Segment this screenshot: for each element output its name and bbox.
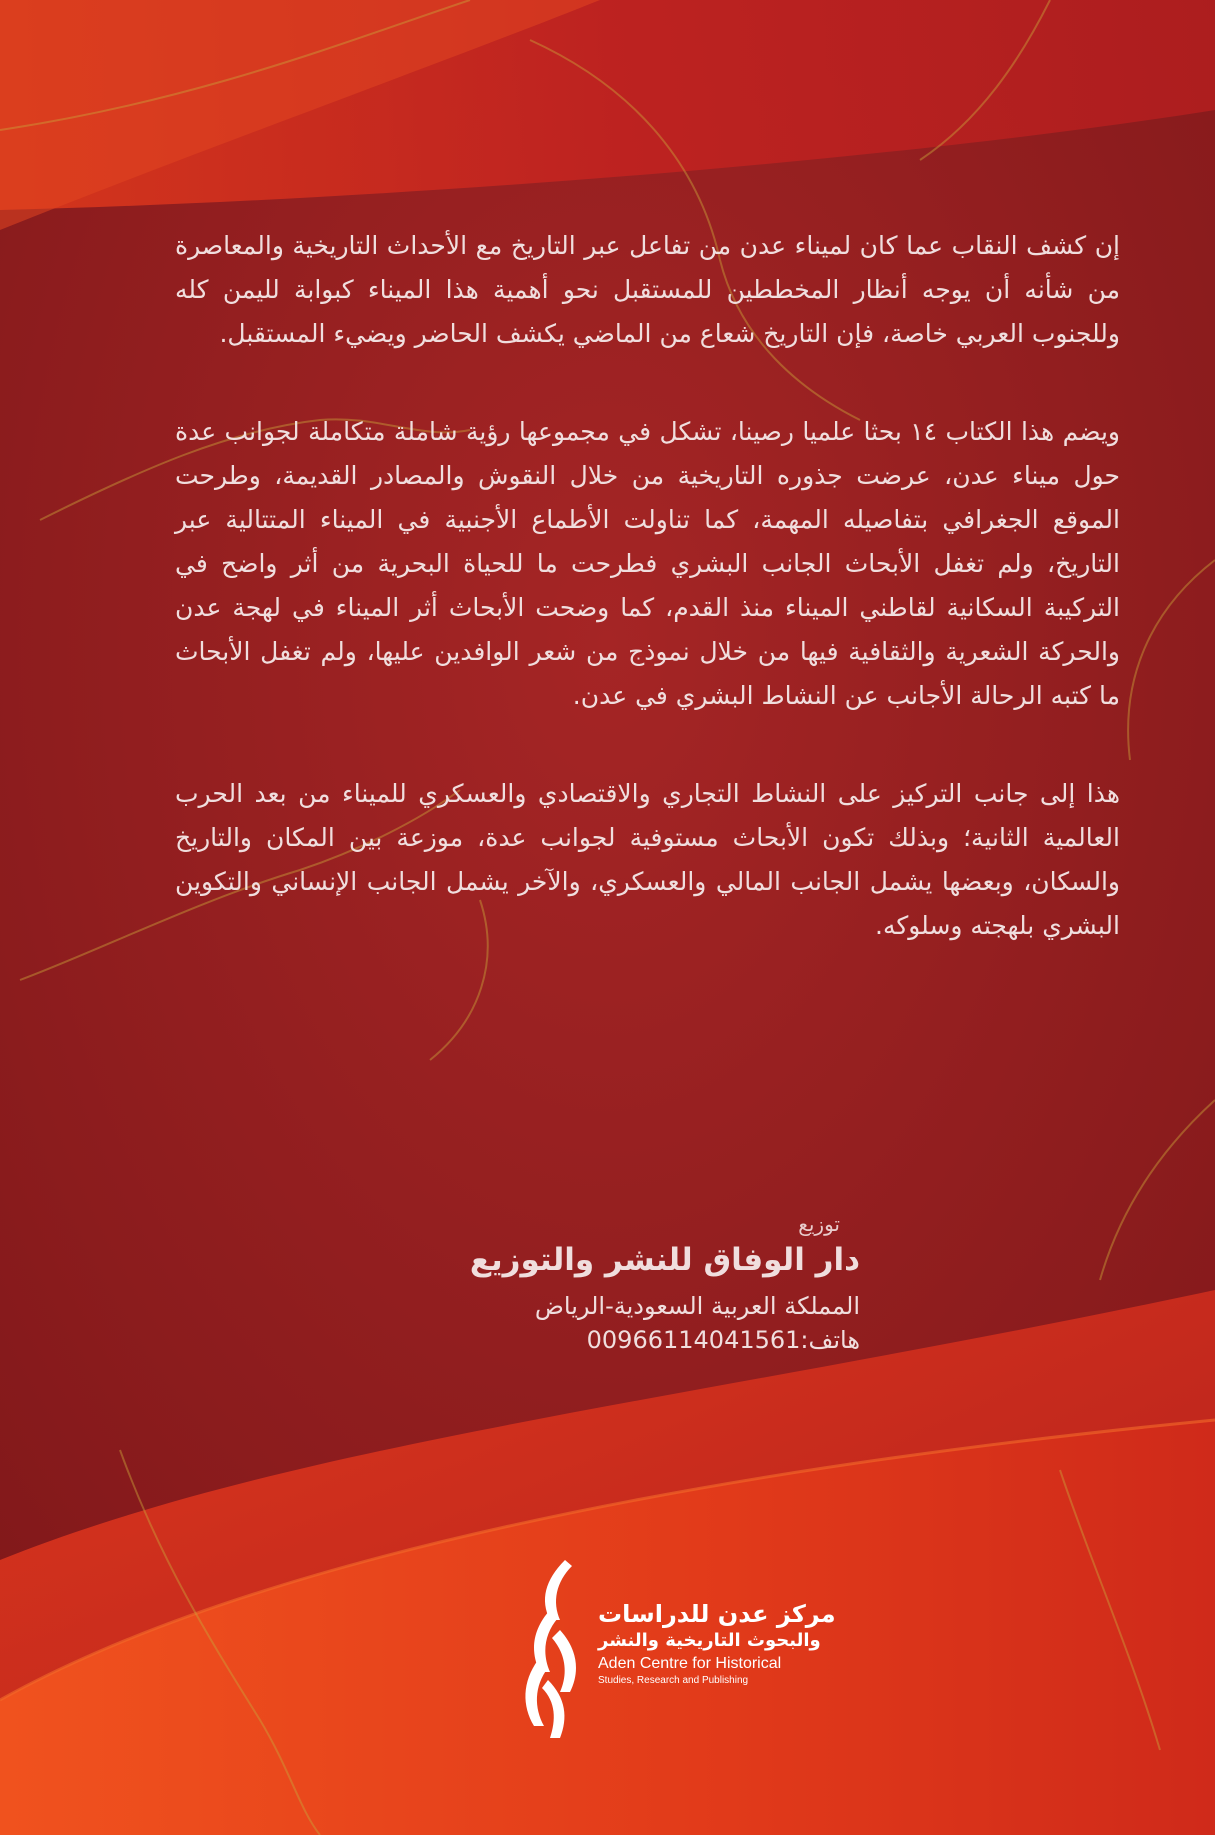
publisher-name — [598, 1600, 838, 1686]
blurb-paragraph-1: إن كشف النقاب عما كان لميناء عدن من تفاعل عبر التاريخ مع الأحداث التاريخية والمعاصرة من شأنه أن يوجه أنظار المخططين للمستقبل نحو أهمية هذا الميناء كبوابة لليمن كله وللجنوب العربي خاصة، فإن التاريخ شعاع من الماضي يكشف الحاضر ويضيء المستقبل. — [175, 231, 1120, 348]
blurb-text — [175, 224, 1120, 1002]
distribution-label: توزيع — [798, 1212, 840, 1236]
publisher-name-en-line1: Aden Centre for Historical — [598, 1655, 782, 1672]
blurb-paragraph-3: هذا إلى جانب التركيز على النشاط التجاري والاقتصادي والعسكري للميناء من بعد الحرب العالمية الثانية؛ وبذلك تكون الأبحاث مستوفية لجوانب عدة، موزعة بين المكان والتاريخ والسكان، وبعضها يشمل الجانب المالي والعسكري، والآخر يشمل الجانب الإنساني والتكوين البشري بلهجته وسلوكه. — [175, 779, 1120, 940]
distributor-location: المملكة العربية السعودية-الرياض — [534, 1292, 860, 1320]
publisher-block — [520, 1560, 840, 1760]
publisher-name-ar-line2: والبحوث التاريخية والنشر — [598, 1630, 821, 1651]
publisher-name-en-line2: Studies, Research and Publishing — [598, 1675, 749, 1686]
blurb-paragraph-2: ويضم هذا الكتاب ١٤ بحثا علميا رصينا، تشكل في مجموعها رؤية شاملة متكاملة لجوانب عدة حول ميناء عدن، عرضت جذوره التاريخية من خلال النقوش والمصادر القديمة، وطرحت الموقع الجغرافي بتفاصيله المهمة، كما تناولت الأطماع الأجنبية في الميناء المتتالية عبر التاريخ، ولم تغفل الأبحاث الجانب البشري فطرحت ما للحياة البحرية من أثر واضح في التركيبة السكانية لقاطني الميناء منذ القدم، كما وضحت الأبحاث أثر الميناء في لهجة عدن والحركة الشعرية والثقافية فيها من خلال نموذج من شعر الوافدين عليها، ولم تغفل الأبحاث ما كتبه الرحالة الأجانب عن النشاط البشري في عدن. — [175, 417, 1120, 710]
aden-centre-logo-icon — [520, 1560, 600, 1740]
publisher-name-ar-line1: مركز عدن للدراسات — [598, 1600, 836, 1628]
distribution-info — [440, 1212, 860, 1354]
distributor-name: دار الوفاق للنشر والتوزيع — [469, 1242, 860, 1278]
distributor-phone: هاتف:00966114041561 — [586, 1326, 860, 1354]
